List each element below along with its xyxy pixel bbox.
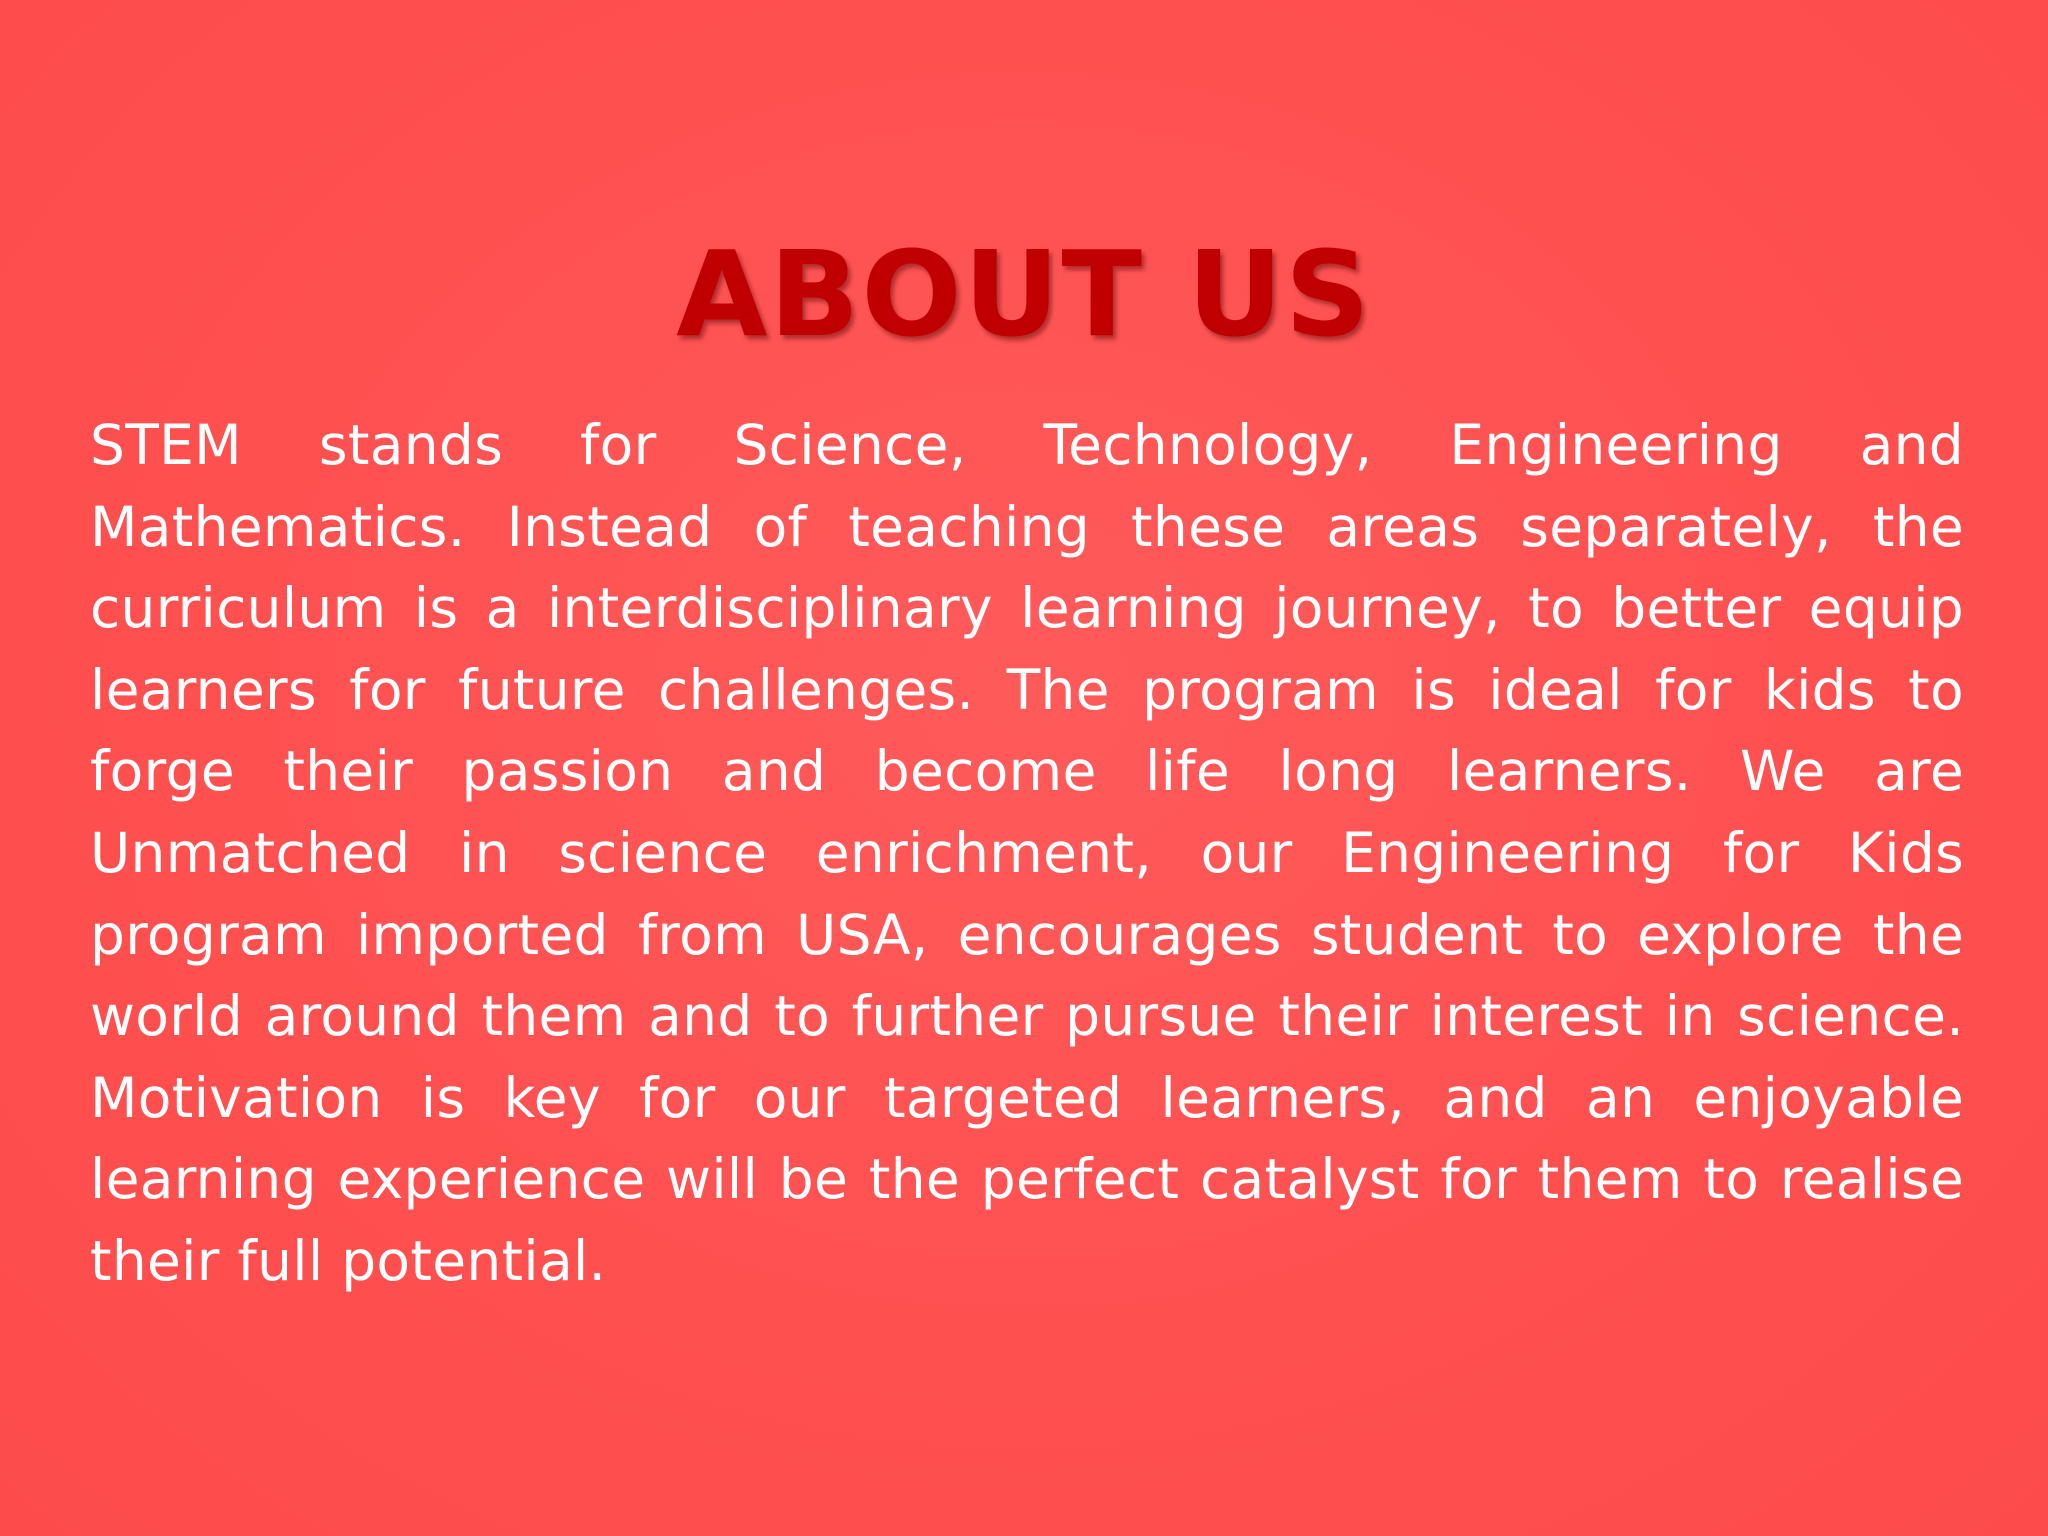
- slide-title: ABOUT US: [676, 225, 1372, 364]
- slide-body-text: STEM stands for Science, Technology, Engineering and Mathematics. Instead of teaching these areas separately, the curriculum is a interdisciplinary learning journey, to better equip learners for future challenges. The program is ideal for kids to forge their passion and become life long learners. We are Unmatched in science enrichment, our Engineering for Kids program imported from USA, encourages student to explore the world around them and to further pursue their interest in science. Motivation is key for our targeted learners, and an enjoyable learning experience will be the perfect catalyst for them to realise their full potential.: [90, 413, 1964, 1293]
